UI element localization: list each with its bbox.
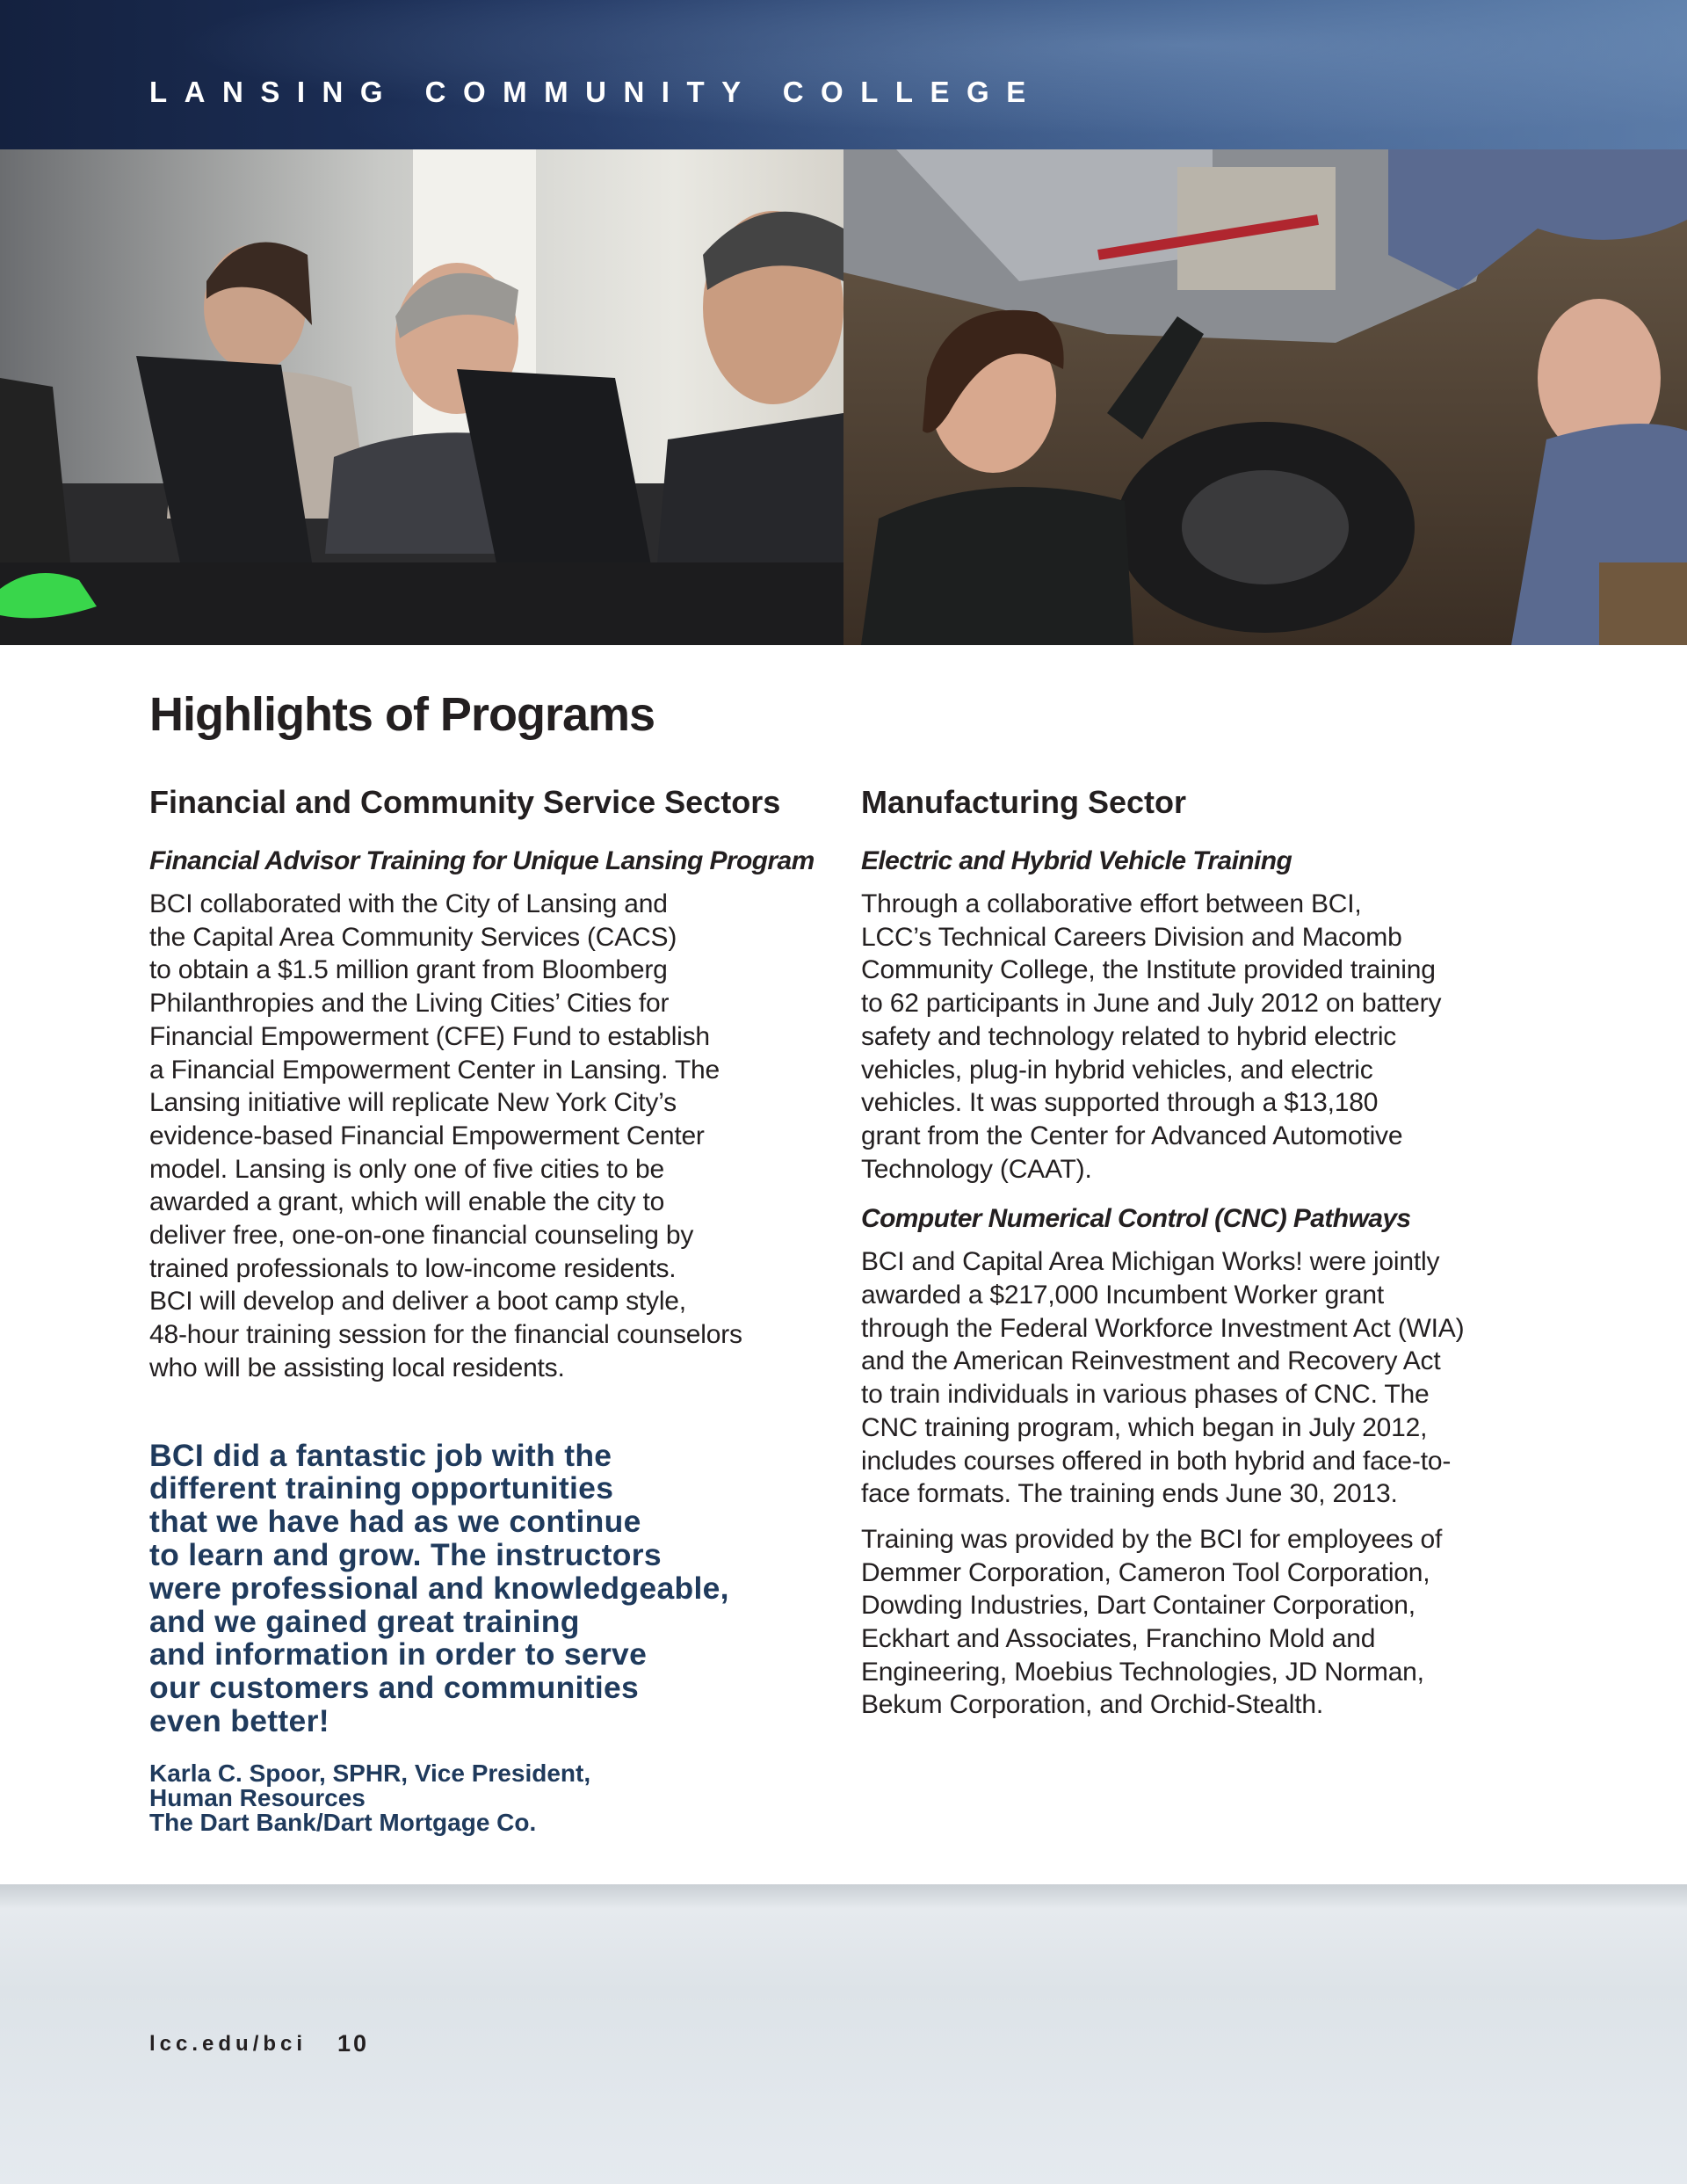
photo-vehicle-training — [844, 149, 1687, 645]
program-description-cnc-employers — [861, 1523, 1546, 1722]
text-line: LCC’s Technical Careers Division and Macomb — [861, 922, 1402, 952]
left-column — [149, 780, 835, 1835]
quote-line: to learn and grow. The instructors — [149, 1536, 662, 1572]
sector-heading-financial: Financial and Community Service Sectors — [149, 784, 781, 820]
text-line: Lansing initiative will replicate New York City’s — [149, 1088, 677, 1118]
text-line: vehicles. It was supported through a $13,180 — [861, 1088, 1379, 1118]
text-line: Training was provided by the BCI for employees of — [861, 1524, 1443, 1554]
text-line: evidence-based Financial Empowerment Center — [149, 1121, 705, 1150]
program-title-ev-training: Electric and Hybrid Vehicle Training — [861, 846, 1292, 875]
quote-line: that we have had as we continue — [149, 1504, 641, 1540]
text-line: Philanthropies and the Living Cities’ Cities for — [149, 989, 670, 1019]
program-description-ev-training — [861, 888, 1546, 1186]
text-line: to train individuals in various phases of CNC. The — [861, 1380, 1430, 1410]
text-line: Technology (CAAT). — [861, 1154, 1092, 1184]
text-line: grant from the Center for Advanced Automotive — [861, 1121, 1403, 1150]
text-line: Dowding Industries, Dart Container Corporation, — [861, 1591, 1415, 1621]
program-title-financial-advisor: Financial Advisor Training for Unique Lansing Program — [149, 846, 815, 875]
text-line: 48-hour training session for the financial counselors — [149, 1320, 742, 1350]
text-line: Eckhart and Associates, Franchino Mold and — [861, 1624, 1376, 1654]
right-column — [861, 780, 1546, 1722]
text-line: awarded a grant, which will enable the city to — [149, 1187, 665, 1217]
text-line: deliver free, one-on-one financial counseling by — [149, 1221, 694, 1251]
text-line: the Capital Area Community Services (CACS) — [149, 922, 677, 952]
text-line: model. Lansing is only one of five cities to be — [149, 1154, 664, 1184]
text-line: through the Federal Workforce Investment Act (WIA) — [861, 1313, 1465, 1343]
header-banner — [0, 0, 1687, 149]
quote-line: and we gained great training — [149, 1603, 580, 1639]
quote-line: and information in order to serve — [149, 1636, 648, 1672]
sector-heading-manufacturing: Manufacturing Sector — [861, 784, 1187, 820]
text-line: a Financial Empowerment Center in Lansing. The — [149, 1055, 720, 1085]
text-line: face formats. The training ends June 30, 2013. — [861, 1479, 1398, 1509]
footer-url[interactable]: lcc.edu/bci — [149, 2032, 308, 2056]
college-name: LANSING COMMUNITY COLLEGE — [149, 76, 1043, 108]
testimonial-quote — [149, 1437, 835, 1738]
text-line: BCI will develop and deliver a boot camp style, — [149, 1287, 686, 1317]
quote-line: even better! — [149, 1702, 329, 1738]
text-line: who will be assisting local residents. — [149, 1353, 565, 1382]
text-line: Community College, the Institute provided training — [861, 955, 1436, 985]
quote-line: BCI did a fantastic job with the — [149, 1437, 612, 1473]
text-line: and the American Reinvestment and Recovery Act — [861, 1346, 1441, 1376]
page-title: Highlights of Programs — [149, 688, 655, 741]
text-line: Through a collaborative effort between BCI, — [861, 889, 1362, 918]
text-line: includes courses offered in both hybrid and face-to- — [861, 1446, 1452, 1476]
quote-line: our customers and communities — [149, 1670, 640, 1706]
quote-line: different training opportunities — [149, 1470, 614, 1506]
text-line: Engineering, Moebius Technologies, JD Norman, — [861, 1657, 1424, 1687]
text-line: Bekum Corporation, and Orchid-Stealth. — [861, 1690, 1323, 1720]
text-line: vehicles, plug-in hybrid vehicles, and electric — [861, 1055, 1373, 1085]
quote-line: were professional and knowledgeable, — [149, 1570, 729, 1606]
program-description-financial-advisor — [149, 888, 835, 1385]
text-line: to obtain a $1.5 million grant from Bloomberg — [149, 955, 668, 985]
text-line: trained professionals to low-income residents. — [149, 1253, 677, 1283]
testimonial-attribution: Karla C. Spoor, SPHR, Vice President, Human Resources The Dart Bank/Dart Mortgage Co. — [149, 1759, 591, 1836]
photo-laptop-training — [0, 149, 844, 645]
text-line: Demmer Corporation, Cameron Tool Corporation, — [861, 1557, 1430, 1587]
text-line: CNC training program, which began in July 2012, — [861, 1412, 1428, 1442]
text-line: BCI collaborated with the City of Lansing and — [149, 889, 668, 918]
text-line: to 62 participants in June and July 2012 on battery — [861, 989, 1442, 1019]
program-description-cnc-pathways — [861, 1245, 1546, 1511]
page-number: 10 — [337, 2030, 370, 2057]
text-line: BCI and Capital Area Michigan Works! were jointly — [861, 1247, 1440, 1277]
text-line: safety and technology related to hybrid electric — [861, 1021, 1397, 1051]
program-title-cnc-pathways: Computer Numerical Control (CNC) Pathways — [861, 1204, 1411, 1234]
text-line: Financial Empowerment (CFE) Fund to establish — [149, 1021, 710, 1051]
text-line: awarded a $217,000 Incumbent Worker grant — [861, 1281, 1384, 1310]
